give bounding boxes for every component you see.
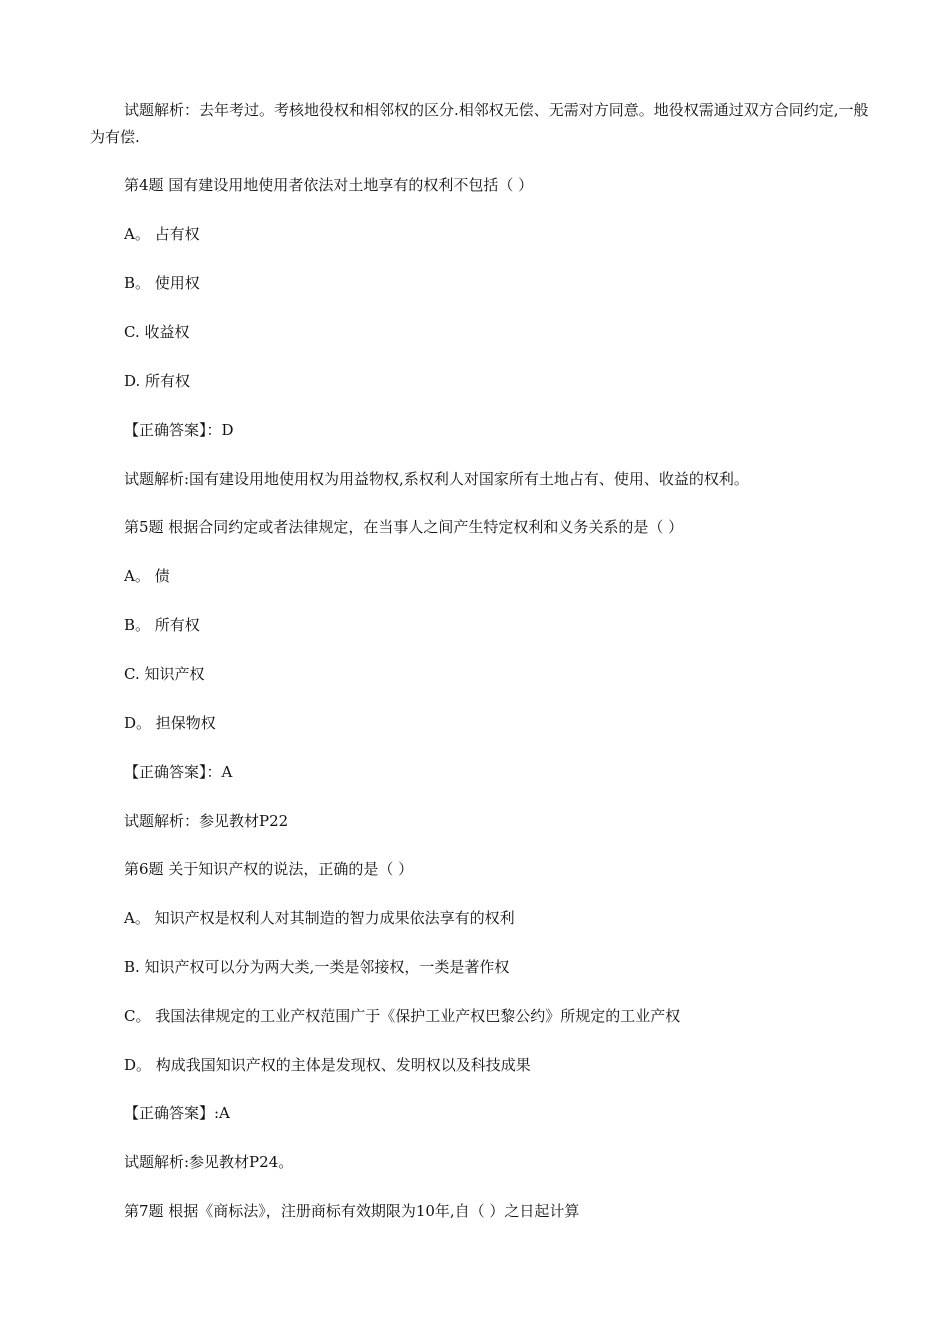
question-6-option-a: A。 知识产权是权利人对其制造的智力成果依法享有的权利: [124, 909, 515, 927]
question-5-analysis: 试题解析：参见教材P22: [124, 812, 289, 830]
question-6-option-d: D。 构成我国知识产权的主体是发现权、发明权以及科技成果: [124, 1056, 531, 1074]
question-4-option-a: A。 占有权: [124, 225, 200, 243]
question-6-answer: 【正确答案】:A: [124, 1104, 230, 1122]
question-4-stem: 第4题 国有建设用地使用者依法对土地享有的权利不包括（ ）: [124, 176, 534, 194]
question-6-stem: 第6题 关于知识产权的说法，正确的是（ ）: [124, 860, 414, 878]
question-6-option-b: B. 知识产权可以分为两大类,一类是邻接权，一类是著作权: [124, 958, 510, 976]
question-5-answer: 【正确答案】：A: [124, 763, 233, 781]
question-6-analysis: 试题解析:参见教材P24。: [124, 1153, 294, 1171]
question-5-option-a: A。 债: [124, 567, 170, 585]
question-4-analysis: 试题解析:国有建设用地使用权为用益物权,系权利人对国家所有土地占有、使用、收益的权利。: [124, 470, 749, 488]
question-4-option-d: D. 所有权: [124, 372, 191, 390]
question-5-option-d: D。 担保物权: [124, 714, 216, 732]
intro-analysis: 试题解析：去年考过。考核地役权和相邻权的区分.相邻权无偿、无需对方同意。地役权需通过双方合同约定,一般为有偿.: [90, 101, 869, 146]
question-4-option-c: C. 收益权: [124, 323, 190, 341]
question-5-option-b: B。 所有权: [124, 616, 200, 634]
question-5-stem: 第5题 根据合同约定或者法律规定，在当事人之间产生特定权利和义务关系的是（ ）: [124, 518, 684, 536]
question-7-stem: 第7题 根据《商标法》，注册商标有效期限为10年,自（ ）之日起计算: [124, 1202, 580, 1220]
question-4-option-b: B。 使用权: [124, 274, 200, 292]
question-5-option-c: C. 知识产权: [124, 665, 205, 683]
question-4-answer: 【正确答案】：D: [124, 421, 234, 439]
question-6-option-c: C。 我国法律规定的工业产权范围广于《保护工业产权巴黎公约》所规定的工业产权: [124, 1007, 681, 1025]
